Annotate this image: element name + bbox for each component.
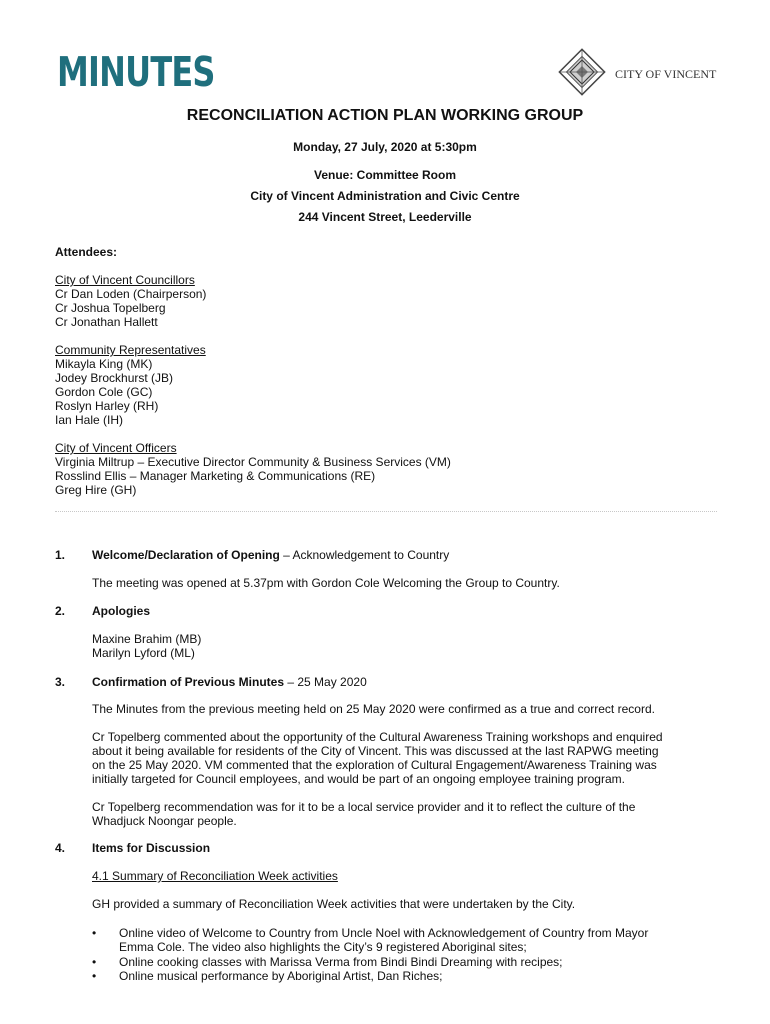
list-item: [119, 969, 442, 983]
item-heading: [92, 604, 722, 618]
paragraph-line: Whadjuck Noongar people.: [92, 814, 237, 828]
attendees-section: [55, 245, 117, 259]
venue-address: 244 Vincent Street, Leederville: [298, 210, 472, 224]
section-divider: [55, 511, 717, 512]
bullet-icon: •: [92, 969, 97, 983]
list-item: Roslyn Harley (RH): [55, 399, 159, 413]
item-body: [92, 702, 722, 716]
bullet-icon: •: [92, 926, 97, 940]
item-number: 1.: [55, 548, 66, 562]
item-title: Items for Discussion: [92, 841, 211, 855]
paragraph-line: about it being available for residents of the City of Vincent. This was discussed at the last RAPWG meeting: [92, 744, 659, 758]
list-item: Cr Dan Loden (Chairperson): [55, 287, 207, 301]
item-number: 2.: [55, 604, 66, 618]
item-heading: [92, 548, 722, 562]
minutes-logo: MINUTES: [57, 48, 215, 96]
paragraph-line: Online cooking classes with Marissa Verma from Bindi Bindi Dreaming with recipes;: [119, 955, 563, 969]
page-title: RECONCILIATION ACTION PLAN WORKING GROUP: [186, 107, 584, 124]
item-title: Welcome/Declaration of Opening: [92, 548, 280, 562]
paragraph-line: Cr Topelberg commented about the opportunity of the Cultural Awareness Training workshops and enquired: [92, 730, 663, 744]
item-title-suffix: – Acknowledgement to Country: [279, 548, 450, 562]
council-name: CITY OF VINCENT: [615, 67, 717, 81]
subheading: 4.1 Summary of Reconciliation Week activities: [92, 869, 338, 883]
paragraph-line: Online musical performance by Aboriginal Artist, Dan Riches;: [119, 969, 443, 983]
item-heading: [92, 675, 722, 689]
paragraph-line: Emma Cole. The video also highlights the City’s 9 registered Aboriginal sites;: [119, 940, 527, 954]
item-body: [92, 897, 722, 911]
item-title: Apologies: [92, 604, 151, 618]
list-item: Marilyn Lyford (ML): [92, 646, 195, 660]
officers-list: [55, 441, 451, 497]
list-item: Rosslind Ellis – Manager Marketing & Communications (RE): [55, 469, 376, 483]
paragraph-line: The meeting was opened at 5.37pm with Gordon Cole Welcoming the Group to Country.: [92, 576, 560, 590]
meeting-date: Monday, 27 July, 2020 at 5:30pm: [293, 140, 477, 154]
item-number: 3.: [55, 675, 66, 689]
list-item: Maxine Brahim (MB): [92, 632, 202, 646]
list-item: Jodey Brockhurst (JB): [55, 371, 174, 385]
community-heading: Community Representatives: [55, 343, 206, 357]
paragraph-line: Online video of Welcome to Country from Uncle Noel with Acknowledgement of Country from Mayor: [119, 926, 649, 940]
list-item: Cr Jonathan Hallett: [55, 315, 158, 329]
councillors-list: [55, 273, 206, 329]
bullet-icon: •: [92, 955, 97, 969]
list-item: Virginia Miltrup – Executive Director Community & Business Services (VM): [55, 455, 451, 469]
item-body: [92, 800, 722, 828]
item-number: 4.: [55, 841, 66, 855]
meeting-venue: Venue: Committee Room: [313, 168, 457, 182]
venue-building: City of Vincent Administration and Civic Centre: [250, 189, 520, 203]
item-body: [92, 576, 722, 590]
list-item: [119, 926, 648, 954]
list-item: Cr Joshua Topelberg: [55, 301, 166, 315]
item-title: Confirmation of Previous Minutes: [92, 675, 285, 689]
list-item: Gordon Cole (GC): [55, 385, 153, 399]
paragraph-line: The Minutes from the previous meeting held on 25 May 2020 were confirmed as a true and correct record.: [92, 702, 655, 716]
city-of-vincent-logo: [556, 48, 716, 98]
list-item: Mikayla King (MK): [55, 357, 153, 371]
item-heading: [92, 841, 722, 855]
list-item: Ian Hale (IH): [55, 413, 124, 427]
paragraph-line: Cr Topelberg recommendation was for it to be a local service provider and it to reflect the culture of the: [92, 800, 636, 814]
attendees-heading: Attendees:: [55, 245, 118, 259]
apologies-list: [92, 632, 722, 660]
list-item: Greg Hire (GH): [55, 483, 137, 497]
item-body: [92, 730, 722, 786]
community-list: [55, 343, 206, 427]
list-item: [119, 955, 563, 969]
paragraph-line: GH provided a summary of Reconciliation Week activities that were undertaken by the City.: [92, 897, 576, 911]
councillors-heading: City of Vincent Councillors: [55, 273, 195, 287]
officers-heading: City of Vincent Officers: [55, 441, 177, 455]
council-emblem-icon: [556, 48, 608, 98]
item-title-suffix: – 25 May 2020: [284, 675, 367, 689]
item-subheading: [92, 869, 722, 883]
paragraph-line: on the 25 May 2020. VM commented that the exploration of Cultural Engagement/Awareness Training was: [92, 758, 657, 772]
paragraph-line: initially targeted for Council employees, and would be part of an ongoing employee training program.: [92, 772, 625, 786]
